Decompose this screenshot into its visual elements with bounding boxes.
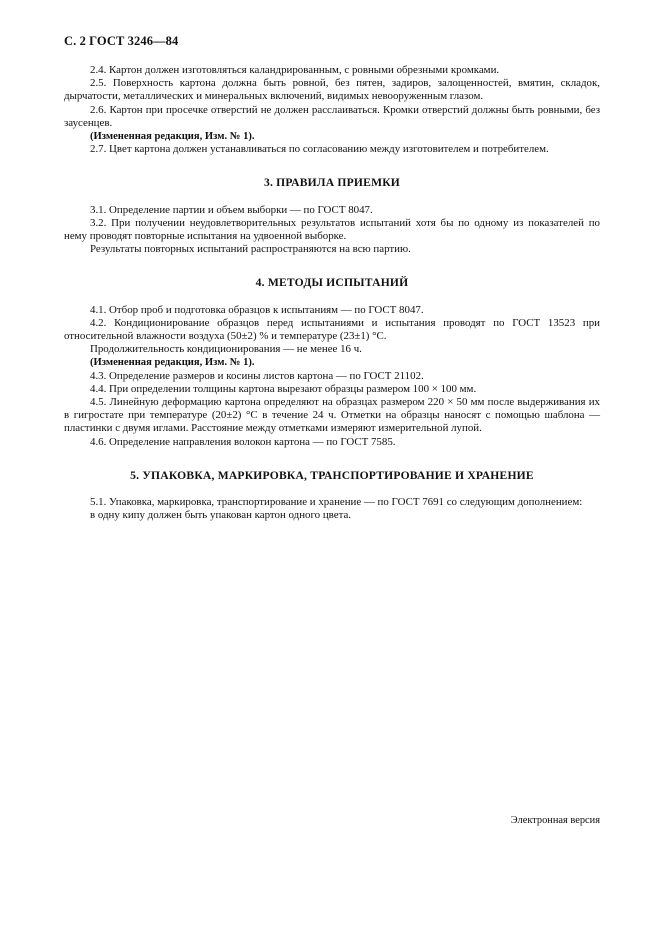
paragraph-4-2-continuation: Продолжительность кондиционирования — не менее 16 ч.: [90, 343, 362, 356]
section-4-title: 4. МЕТОДЫ ИСПЫТАНИЙ: [255, 276, 409, 290]
document-body: [64, 64, 600, 522]
paragraph-2-4: 2.4. Картон должен изготовляться каландрированным, с ровными обрезными кромками.: [90, 64, 500, 76]
paragraph-4-6: 4.6. Определение направления волокон картона — по ГОСТ 7585.: [90, 435, 396, 448]
paragraph-4-5: 4.5. Линейную деформацию картона определяют на образцах размером 220 × 50 мм после выдерживания их в гигростате при температуре (20±2) °С в течение 24 ч. Отметки на образцы наносят с помощью шаблона — пластинки с двумя иглами. Расстояние между отметками измеряют измерительной лупой.: [64, 396, 600, 435]
paragraph-4-3: 4.3. Определение размеров и косины листов картона — по ГОСТ 21102.: [90, 369, 424, 382]
amendment-note-2: (Измененная редакция, Изм. № 1).: [90, 357, 255, 369]
paragraph-5-1: 5.1. Упаковка, маркировка, транспортирование и хранение — по ГОСТ 7691 со следующим дополнением:: [90, 496, 583, 509]
paragraph-2-6: 2.6. Картон при просечке отверстий не должен расслаиваться. Кромки отверстий должны быть ровными, без заусенцев.: [64, 103, 600, 129]
section-5-title: 5. УПАКОВКА, МАРКИРОВКА, ТРАНСПОРТИРОВАНИЕ И ХРАНЕНИЕ: [130, 468, 534, 482]
page-header: С. 2 ГОСТ 3246—84: [64, 34, 179, 48]
paragraph-3-2: 3.2. При получении неудовлетворительных результатов испытаний хотя бы по одному из показателей по нему проводят повторные испытания на удвоенной выборке.: [64, 216, 600, 243]
paragraph-3-1: 3.1. Определение партии и объем выборки — по ГОСТ 8047.: [90, 203, 373, 216]
paragraph-3-2-continuation: Результаты повторных испытаний распространяются на всю партию.: [90, 243, 411, 256]
paragraph-2-5: 2.5. Поверхность картона должна быть ровной, без пятен, задиров, залощенностей, вмятин, складок, дырчатости, металлических и минеральных включений, видимых невооруженным глазом.: [64, 77, 600, 103]
amendment-note-1: (Измененная редакция, Изм. № 1).: [90, 131, 255, 143]
paragraph-4-4: 4.4. При определении толщины картона вырезают образцы размером 100 × 100 мм.: [90, 382, 477, 395]
paragraph-4-1: 4.1. Отбор проб и подготовка образцов к испытаниям — по ГОСТ 8047.: [90, 303, 424, 316]
paragraph-5-1-continuation: в одну кипу должен быть упакован картон одного цвета.: [90, 509, 352, 522]
paragraph-2-7: 2.7. Цвет картона должен устанавливаться по согласованию между изготовителем и потребителем.: [90, 143, 549, 156]
electronic-version-note: Электронная версия: [510, 815, 600, 826]
paragraph-4-2: 4.2. Кондиционирование образцов перед испытаниями и испытания проводят по ГОСТ 13523 при относительной влажности воздуха (50±2) % и температуре (23±1) °С.: [64, 316, 600, 343]
section-3-title: 3. ПРАВИЛА ПРИЕМКИ: [263, 176, 401, 190]
